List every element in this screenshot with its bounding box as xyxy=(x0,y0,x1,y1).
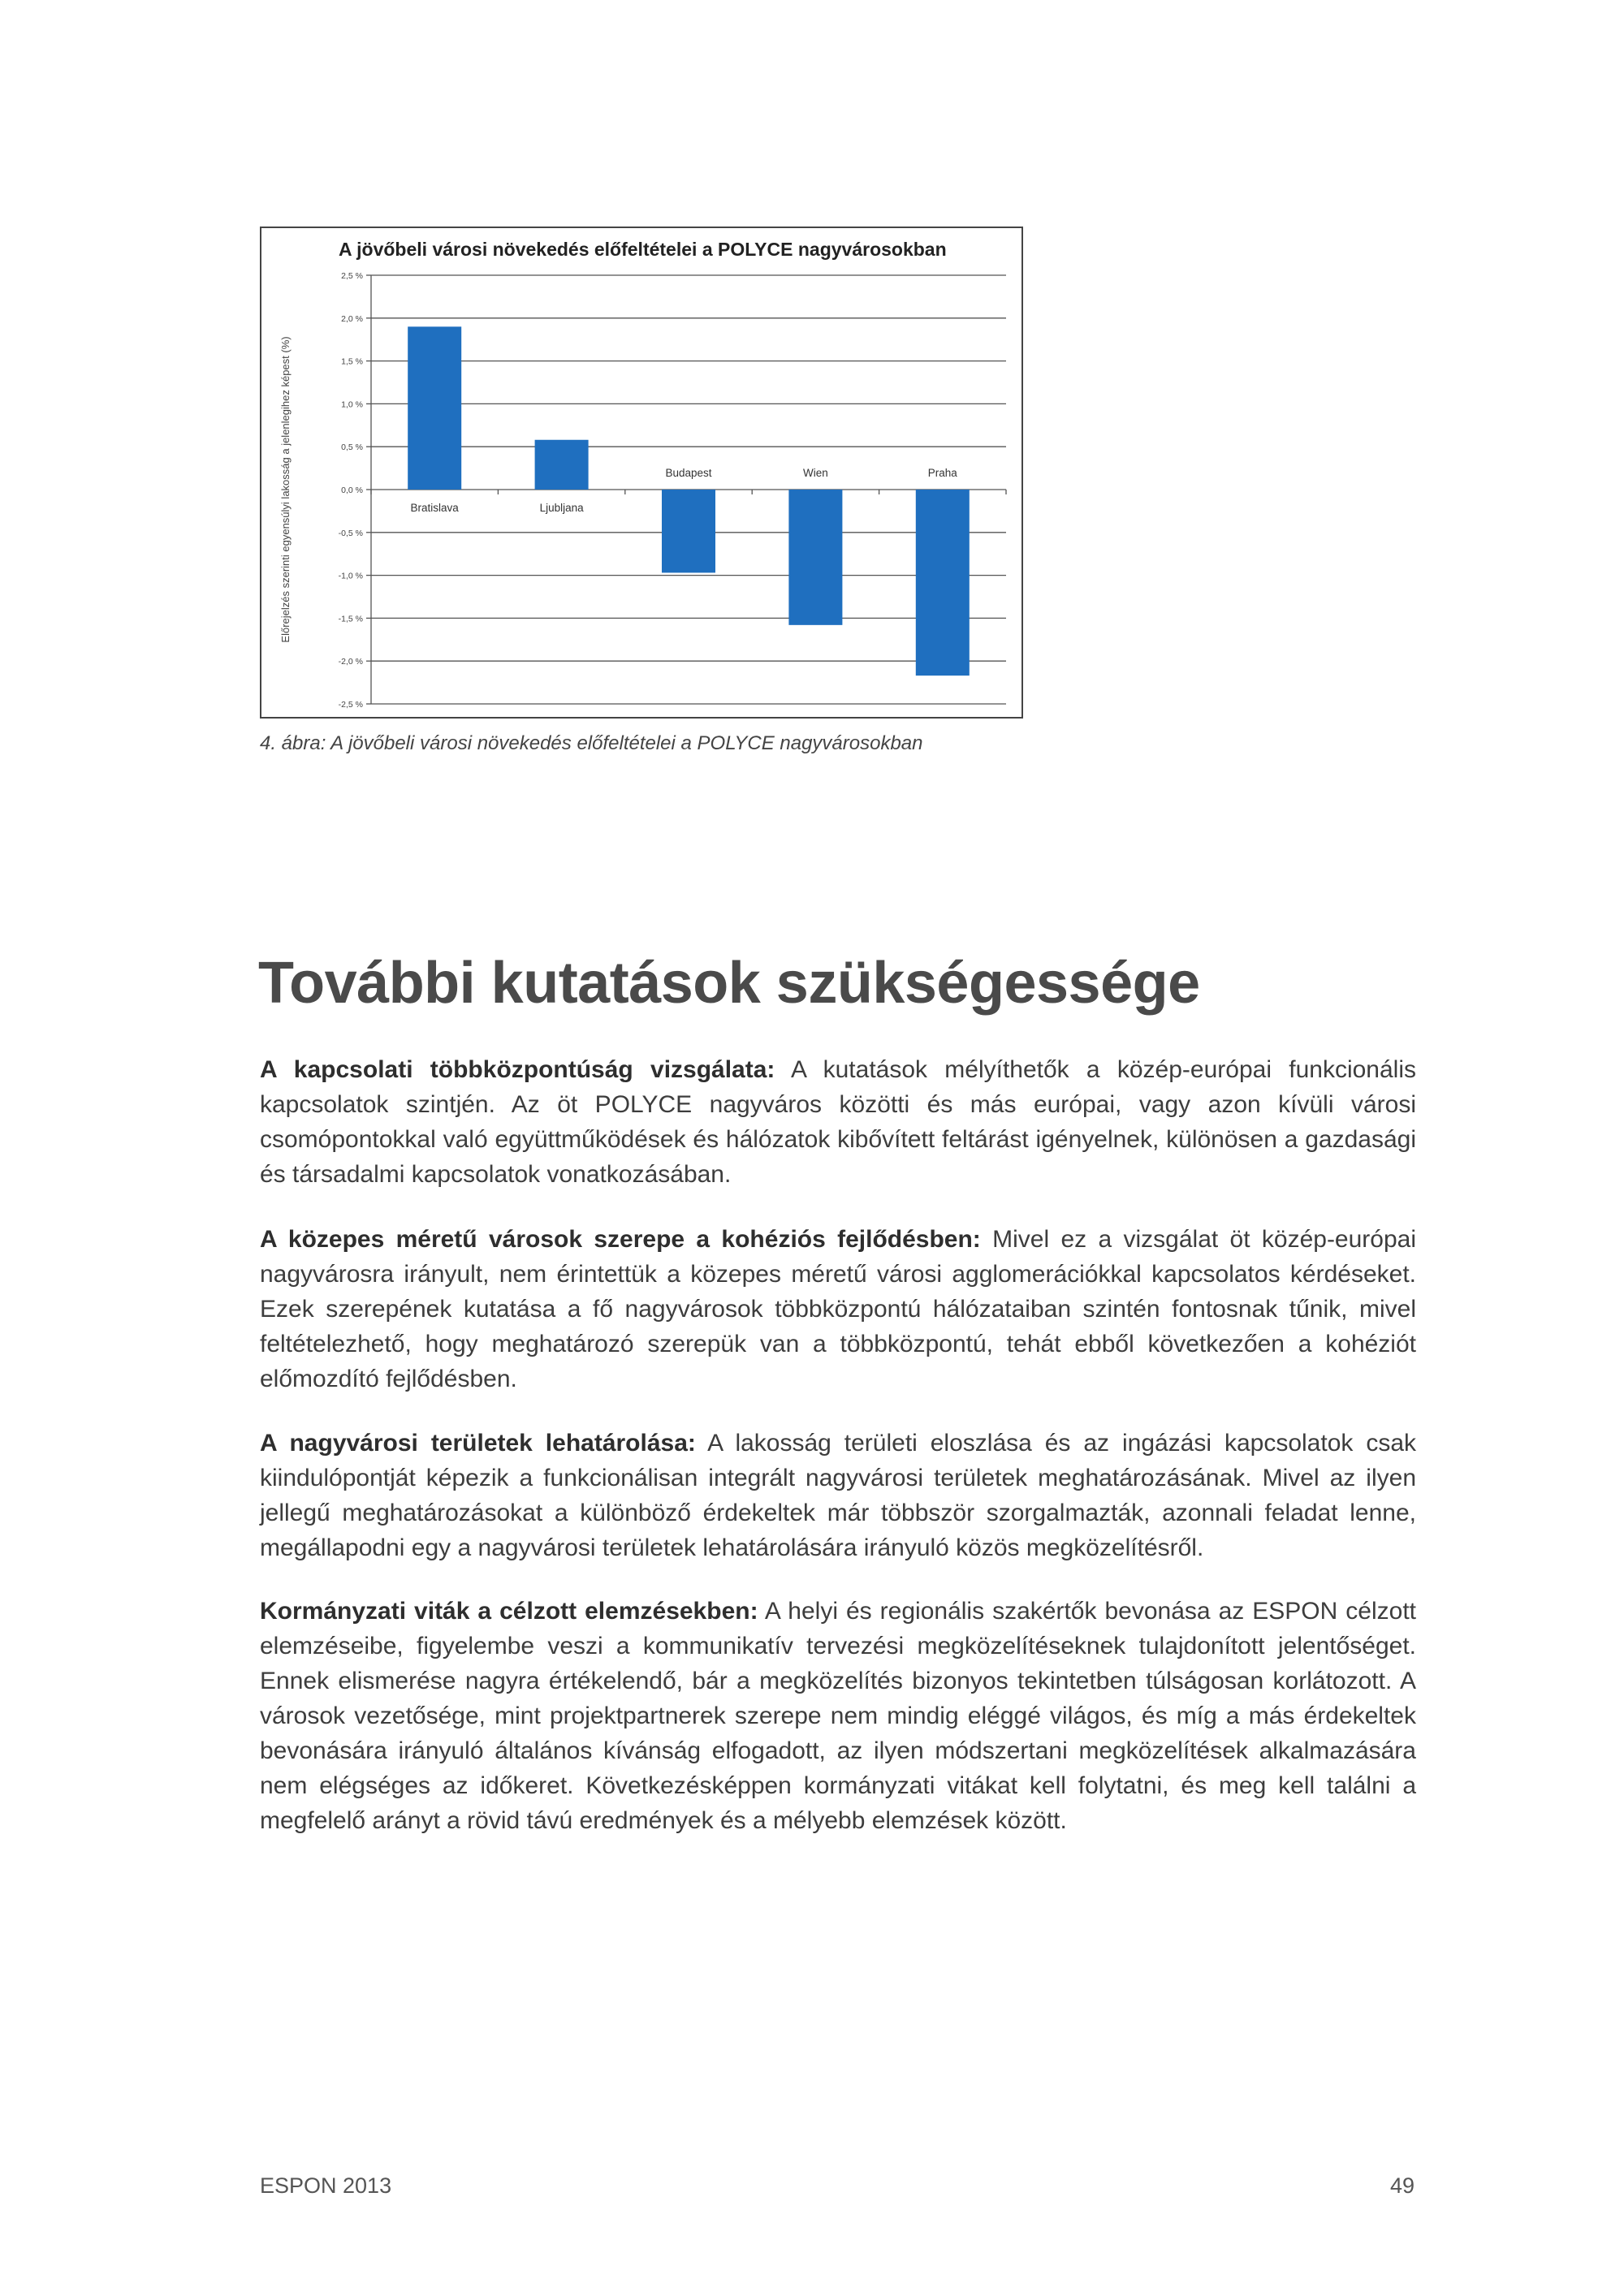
page-number: 49 xyxy=(1389,2173,1415,2198)
y-tick-label: 1,5 % xyxy=(341,356,363,367)
category-label: Bratislava xyxy=(410,502,459,514)
y-tick-label: -0,5 % xyxy=(338,528,363,538)
category-label: Praha xyxy=(927,467,957,479)
category-label: Wien xyxy=(803,467,828,479)
chart-title: A jövőbeli városi növekedés előfeltételei a POLYCE nagyvárosokban xyxy=(339,239,947,260)
y-tick-label: -2,0 % xyxy=(338,657,363,667)
bar-ljubljana xyxy=(535,440,589,490)
bar-wien xyxy=(788,490,842,625)
paragraph-medium-cities xyxy=(260,1222,1416,1396)
y-tick-label: 1,0 % xyxy=(341,399,363,410)
y-tick-label: 0,0 % xyxy=(341,486,363,495)
paragraph-relational-polycentricity xyxy=(260,1052,1416,1192)
paragraph-text: Mivel ez a vizsgálat öt közép-európai nagyvárosra irányult, nem érintettük a közepes méretű városi agglomerációkkal kapcsolatos kérdéseket. Ezek szerepének kutatása a fő nagyvárosok többközpontú hálózataiban szintén fontosnak tűnik, mivel feltételezhető, hogy meghatározó szerepük van a többközpontú, tehát ebből következően a kohéziót előmozdító fejlődésben. xyxy=(260,1226,1417,1392)
category-label: Ljubljana xyxy=(539,502,584,514)
figure-caption: 4. ábra: A jövőbeli városi növekedés előfeltételei a POLYCE nagyvárosokban xyxy=(260,732,923,754)
paragraph-governance-debates xyxy=(260,1594,1416,1838)
paragraph-lead: A kapcsolati többközpontúság vizsgálata: xyxy=(260,1056,775,1083)
category-label: Budapest xyxy=(665,467,712,479)
bar-chart xyxy=(260,227,1023,719)
y-tick-label: -1,5 % xyxy=(338,614,363,624)
chart-svg xyxy=(261,228,1021,717)
paragraph-lead: A közepes méretű városok szerepe a kohéziós fejlődésben: xyxy=(260,1226,981,1253)
bar-budapest xyxy=(662,490,715,572)
y-tick-label: 2,5 % xyxy=(341,271,363,281)
y-tick-label: -1,0 % xyxy=(338,571,363,581)
y-axis-label: Előrejelzés szerinti egyensúlyi lakosság a jelenlegihez képest (%) xyxy=(279,336,292,643)
paragraph-lead: A nagyvárosi területek lehatárolása: xyxy=(260,1430,696,1457)
y-tick-label: -2,5 % xyxy=(338,700,363,710)
paragraph-text: A helyi és regionális szakértők bevonása az ESPON célzott elemzéseibe, figyelembe veszi a kommunikatív tervezési megközelítéseknek tulajdonított jelentőséget. Ennek elismerése nagyra értékelendő, bár a megközelítés bizonyos tekintetben túlságosan korlátozott. A városok vezetősége, mint projektpartnerek szerepe nem mindig eléggé világos, és míg a más érdekeltek bevonására irányuló általános kívánság elfogadott, az ilyen módszertani megközelítések alkalmazására nem elégséges az időkeret. Következésképpen kormányzati vitákat kell folytatni, és meg kell találni a megfelelő arányt a rövid távú eredmények és a mélyebb elemzések között. xyxy=(260,1598,1416,1834)
paragraph-metropolitan-delineation xyxy=(260,1426,1416,1565)
footer-label: ESPON 2013 xyxy=(260,2173,392,2198)
paragraph-lead: Kormányzati viták a célzott elemzésekben: xyxy=(260,1598,758,1625)
section-title: További kutatások szükségessége xyxy=(258,951,1200,1016)
paragraph-text: A kutatások mélyíthetők a közép-európai funkcionális kapcsolatok szintjén. Az öt POLYCE nagyváros közötti és más európai, vagy azon kívüli városi csomópontokkal való együttműködések és hálózatok kibővített feltárást igényelnek, különösen a gazdasági és társadalmi kapcsolatok vonatkozásában. xyxy=(260,1056,1416,1188)
y-tick-label: 0,5 % xyxy=(341,442,363,453)
paragraph-text: A lakosság területi eloszlása és az ingázási kapcsolatok csak kiindulópontját képezik a funkcionálisan integrált nagyvárosi területek meghatározásának. Mivel az ilyen jellegű meghatározásokat a különböző érdekeltek már többször szorgalmazták, azonnali feladat lenne, megállapodni egy a nagyvárosi területek lehatárolására irányuló közös megközelítésről. xyxy=(260,1430,1416,1561)
bar-praha xyxy=(916,490,970,675)
y-tick-label: 2,0 % xyxy=(341,313,363,324)
bar-bratislava xyxy=(408,326,461,490)
